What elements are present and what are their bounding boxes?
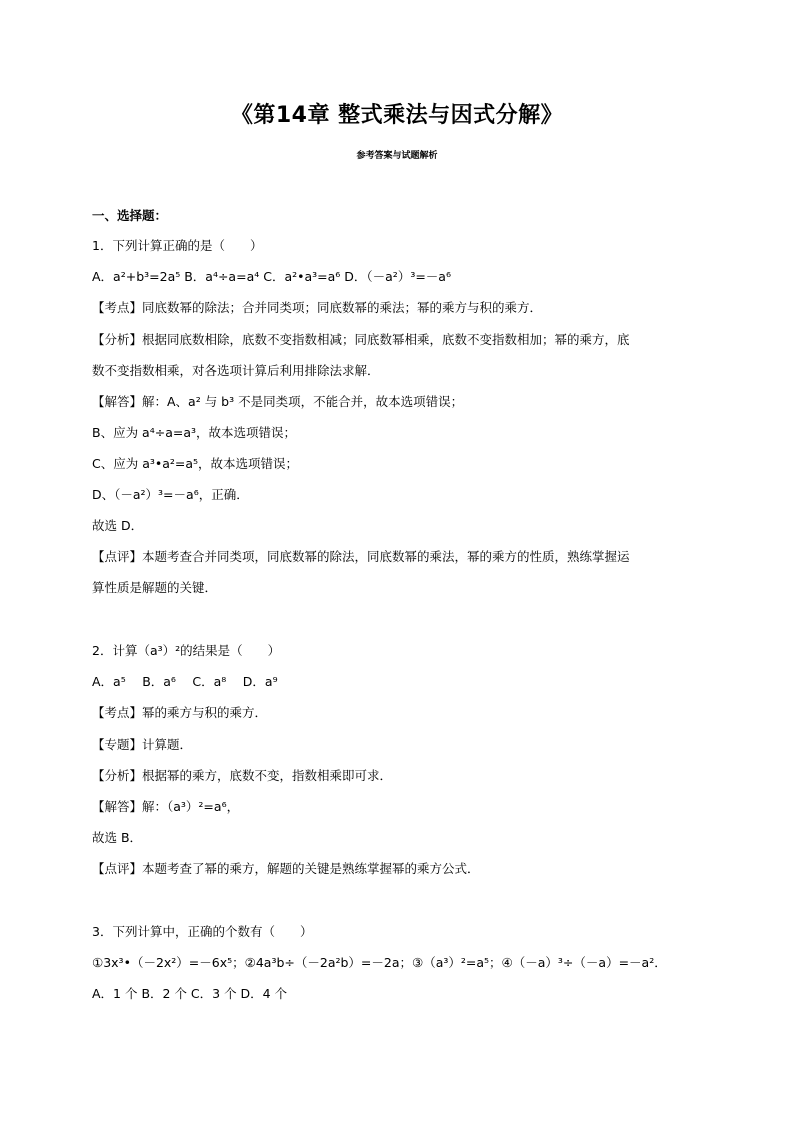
q2-fenxi: 【分析】根据幂的乘方，底数不变，指数相乘即可求． bbox=[92, 768, 393, 783]
q1-jieda-line1: 【解答】解：A、a² 与 b³ 不是同类项，不能合并，故本选项错误； bbox=[92, 394, 464, 409]
q3-items: ①3x³•（－2x²）=－6x⁵；②4a³b÷（－2a²b）=－2a；③（a³）²=a⁵；④（－a）³÷（－a）=－a²． bbox=[92, 955, 667, 970]
q2-answer: 故选 B． bbox=[92, 830, 143, 845]
q3-stem: 3．下列计算中，正确的个数有（ ） bbox=[92, 924, 313, 939]
q1-options: A．a²+b³=2a⁵ B．a⁴÷a=a⁴ C．a²•a³=a⁶ D．（－a²）³=－a⁶ bbox=[92, 269, 451, 284]
q1-dianping-line2: 算性质是解题的关键． bbox=[92, 580, 218, 595]
q1-stem: 1．下列计算正确的是（ ） bbox=[92, 238, 263, 253]
q2-options: A．a⁵ B．a⁶ C．a⁸ D．a⁹ bbox=[92, 674, 278, 689]
q3-options: A．1 个 B．2 个 C．3 个 D．4 个 bbox=[92, 986, 288, 1001]
q2-jieda: 【解答】解：（a³）²=a⁶， bbox=[92, 799, 240, 814]
q1-fenxi-line2: 数不变指数相乘，对各选项计算后利用排除法求解． bbox=[92, 363, 380, 378]
document-subtitle: 参考答案与试题解析 bbox=[356, 151, 438, 161]
q1-jieda-line4: D、（－a²）³=－a⁶，正确． bbox=[92, 487, 249, 502]
q1-kaodian: 【考点】同底数幂的除法；合并同类项；同底数幂的乘法；幂的乘方与积的乘方． bbox=[92, 300, 543, 315]
section-heading: 一、选择题： bbox=[92, 208, 168, 223]
q1-answer: 故选 D． bbox=[92, 518, 144, 533]
document-title: 《第14章 整式乘法与因式分解》 bbox=[230, 103, 564, 128]
q1-dianping-line1: 【点评】本题考查合并同类项，同底数幂的除法，同底数幂的乘法，幂的乘方的性质，熟练掌握运 bbox=[92, 549, 630, 564]
q2-stem: 2．计算（a³）²的结果是（ ） bbox=[92, 643, 281, 658]
q1-fenxi-line1: 【分析】根据同底数相除，底数不变指数相减；同底数幂相乘，底数不变指数相加；幂的乘方，底 bbox=[92, 332, 630, 347]
q1-jieda-line2: B、应为 a⁴÷a=a³，故本选项错误； bbox=[92, 425, 296, 440]
q1-jieda-line3: C、应为 a³•a²=a⁵，故本选项错误； bbox=[92, 456, 299, 471]
q2-kaodian: 【考点】幂的乘方与积的乘方． bbox=[92, 705, 268, 720]
q2-dianping: 【点评】本题考查了幂的乘方，解题的关键是熟练掌握幂的乘方公式． bbox=[92, 861, 480, 876]
q2-zhuanti: 【专题】计算题． bbox=[92, 737, 193, 752]
